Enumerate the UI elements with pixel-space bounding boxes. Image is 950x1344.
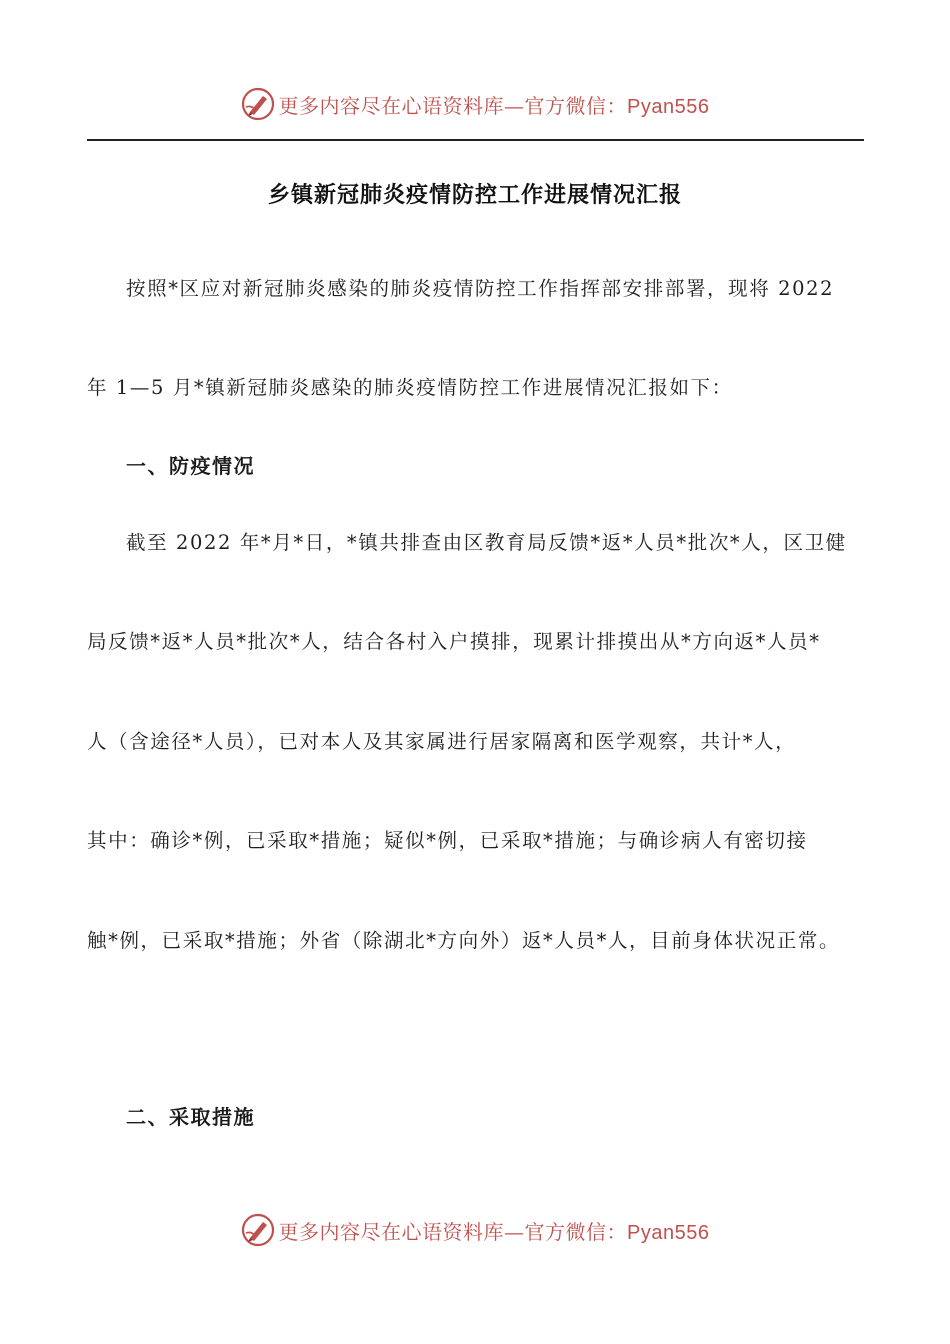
section1-line-5: 触*例，已采取*措施；外省（除湖北*方向外）返*人员*人，目前身体状况正常。 (87, 929, 841, 952)
section1-line-2: 局反馈*返*人员*批次*人，结合各村入户摸排，现累计排摸出从*方向返*人员* (87, 630, 821, 653)
section1-line-3: 人（含途径*人员），已对本人及其家属进行居家隔离和医学观察，共计*人， (87, 730, 797, 753)
section1-line-4: 其中：确诊*例，已采取*措施；疑似*例，已采取*措施；与确诊病人有密切接 (87, 829, 808, 852)
footer-banner (0, 1210, 950, 1250)
header-divider (87, 139, 864, 141)
header-banner-text: 更多内容尽在心语资料库—官方微信：Pyan556 (278, 93, 710, 118)
header-wechat-id: Pyan556 (627, 95, 710, 118)
intro-line-2: 年 1—5 月*镇新冠肺炎感染的肺炎疫情防控工作进展情况汇报如下： (87, 376, 733, 399)
intro-line-1: 按照*区应对新冠肺炎感染的肺炎疫情防控工作指挥部安排部署，现将 2022 (126, 277, 835, 300)
footer-banner-text: 更多内容尽在心语资料库—官方微信：Pyan556 (278, 1219, 710, 1244)
document-title: 乡镇新冠肺炎疫情防控工作进展情况汇报 (267, 182, 682, 208)
section-heading-2: 二、采取措施 (126, 1105, 255, 1129)
footer-wechat-id: Pyan556 (627, 1221, 710, 1244)
section1-line-1: 截至 2022 年*月*日，*镇共排查由区教育局反馈*返*人员*批次*人，区卫健 (126, 531, 847, 554)
section-heading-1: 一、防疫情况 (126, 454, 255, 478)
pen-logo-icon (241, 1213, 275, 1247)
header-banner (0, 84, 950, 124)
pen-logo-icon (241, 87, 275, 121)
